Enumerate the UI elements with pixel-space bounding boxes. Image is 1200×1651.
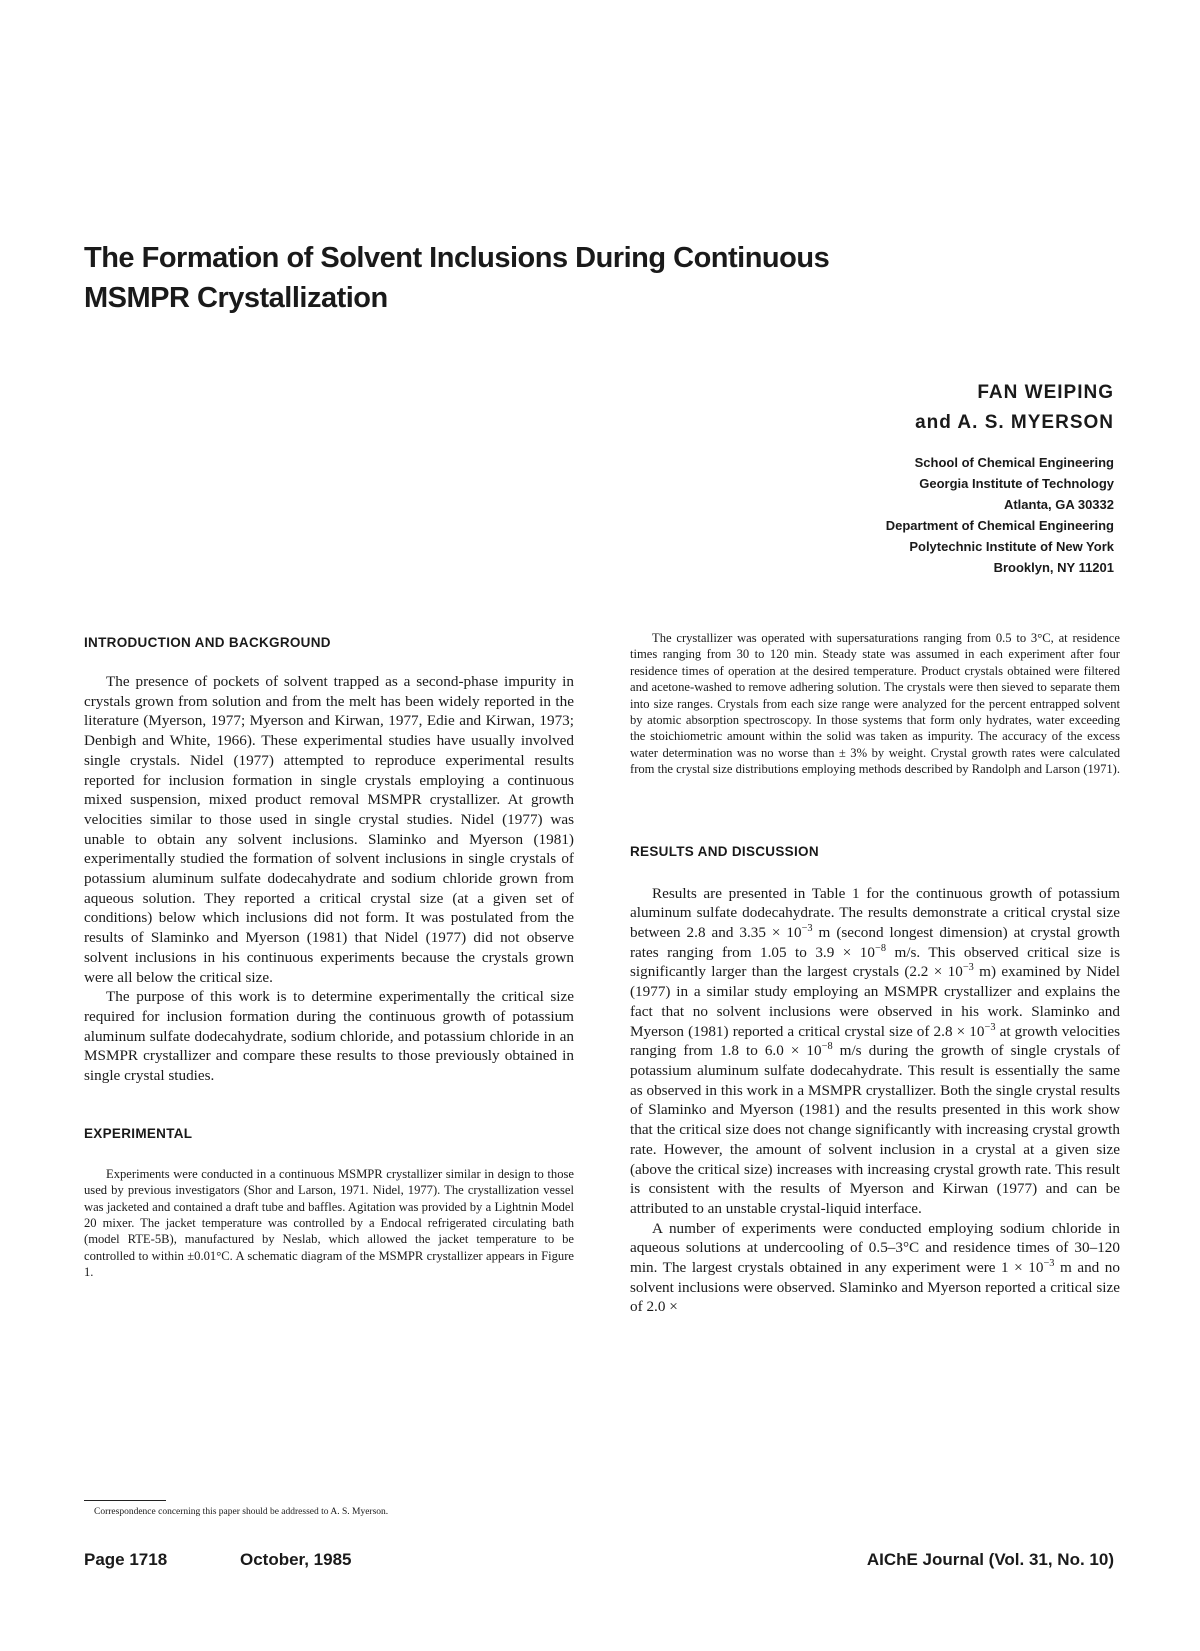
section-heading-introduction: INTRODUCTION AND BACKGROUND (84, 635, 331, 650)
results-paragraph-2: A number of experiments were conducted employing sodium chloride in aqueous solutions at undercooling of 0.5–3°C and residence times of 30–120 min. The largest crystals obtained in any experiment were $1 \times 10^{-3}$ m and no solvent inclusions were observed. Slaminko and Myerson reported a critical size of 2.0 × (630, 1219, 1120, 1316)
section-heading-results: RESULTS AND DISCUSSION (630, 843, 819, 859)
page-number: Page 1718 (84, 1550, 168, 1569)
affiliation-line: Atlanta, GA 30332 (1003, 497, 1114, 512)
affiliation-line: Brooklyn, NY 11201 (993, 560, 1114, 575)
affiliation-line: Polytechnic Institute of New York (909, 539, 1114, 554)
author-block (915, 378, 1114, 438)
affiliation-line: School of Chemical Engineering (914, 455, 1114, 470)
correspondence-footnote: Correspondence concerning this paper should be addressed to A. S. Myerson. (94, 1507, 389, 1517)
title-line-1: The Formation of Solvent Inclusions During Continuous (84, 242, 830, 274)
right-column (630, 630, 1120, 1317)
experimental-paragraph-2: The crystallizer was operated with supersaturations ranging from 0.5 to 3°C, at residence times ranging from 30 to 120 min. Steady state was assumed in each experiment after four residence times of operation at the desired temperature. Product crystals obtained were filtered and acetone-washed to remove adhering solution. The crystals were then sieved to separate them into size ranges. Crystals from each size range were analyzed for the percent entrapped solvent by atomic absorption spectroscopy. In those systems that form only hydrates, water exceeding the stoichiometric amount within the solid was taken as impurity. The accuracy of the excess water determination was no worse than ± 3% by weight. Crystal growth rates were calculated from the crystal size distributions employing methods described by Randolph and Larson (1971). (630, 631, 1121, 777)
issue-date: October, 1985 (240, 1550, 352, 1569)
title-line-2: MSMPR Crystallization (84, 282, 388, 314)
results-paragraph-1: Results are presented in Table 1 for the continuous growth of potassium aluminum sulfate dodecahydrate. The results demonstrate a critical crystal size between 2.8 and $3.35 \times 10^{-3}$ m (second longest dimension) at crystal growth rates ranging from 1.05 to $3.9 \times 10^{-8}$ m/s. This observed critical size is significantly larger than the largest crystals ($2.2 \times 10^{-3}$ m) examined by Nidel (1977) in a similar study employing an MSMPR crystallizer and explains the fact that no solvent inclusions were observed in his work. Slaminko and Myerson (1981) reported a critical crystal size of $2.8 \times 10^{-3}$ at growth velocities ranging from 1.8 to $6.0 \times 10^{-8}$ m/s during the growth of single crystals of potassium aluminum sulfate dodecahydrate. This result is essentially the same as observed in this work in a MSMPR crystallizer. Both the single crystal results of Slaminko and Myerson (1981) and the results presented in this work show that the critical size does not change significantly with increasing crystal growth rate. However, the amount of solvent inclusion in a crystal at a given size (above the critical size) increases with increasing crystal growth rate. This result is consistent with the results of Myerson and Kirwan (1977) and can be attributed to an unstable crystal-liquid interface. (630, 884, 1120, 1217)
journal-reference: AIChE Journal (Vol. 31, No. 10) (866, 1550, 1114, 1569)
article-title (84, 238, 984, 318)
intro-paragraph-2: The purpose of this work is to determine experimentally the critical size required for inclusion formation during the continuous growth of potassium aluminum sulfate dodecahydrate, sodium chloride, and potassium chloride in an MSMPR crystallizer and compare these results to those previously obtained in single crystal studies. (84, 988, 574, 1085)
author-name-1: FAN WEIPING (977, 382, 1114, 403)
author-name-2: and A. S. MYERSON (915, 412, 1114, 433)
footnote-divider (84, 1500, 166, 1501)
affiliation-line: Department of Chemical Engineering (885, 518, 1114, 533)
section-heading-experimental: EXPERIMENTAL (84, 1125, 193, 1141)
affiliation-block (886, 452, 1114, 578)
left-column (84, 635, 574, 1281)
intro-paragraph-1: The presence of pockets of solvent trapped as a second-phase impurity in crystals grown from solution and from the melt has been widely reported in the literature (Myerson, 1977; Myerson and Kirwan, 1977, Edie and Kirwan, 1973; Denbigh and White, 1966). These experimental studies have usually involved single crystals. Nidel (1977) attempted to reproduce experimental results reported for inclusion formation in single crystals employing a continuous mixed suspension, mixed product removal MSMPR crystallizer. At growth velocities similar to those used in single crystal studies. Nidel (1977) was unable to obtain any solvent inclusions. Slaminko and Myerson (1981) experimentally studied the formation of solvent inclusions in single crystals of potassium aluminum sulfate dodecahydrate and sodium chloride grown from aqueous solution. They reported a critical crystal size (at a given set of conditions) below which inclusions did not form. It was postulated from the results of Slaminko and Myerson (1981) that Nidel (1977) did not observe solvent inclusions in his continuous experiments because the crystals grown were all below the critical size. (84, 673, 574, 986)
affiliation-line: Georgia Institute of Technology (919, 476, 1114, 491)
experimental-paragraph-1: Experiments were conducted in a continuous MSMPR crystallizer similar in design to those used by previous investigators (Shor and Larson, 1971. Nidel, 1977). The crystallization vessel was jacketed and contained a draft tube and baffles. Agitation was provided by a Lightnin Model 20 mixer. The jacket temperature was controlled by a Endocal refrigerated circulating bath (model RTE-5B), manufactured by Neslab, which allowed the jacket temperature to be controlled to within ±0.01°C. A schematic diagram of the MSMPR crystallizer appears in Figure 1. (84, 1166, 574, 1280)
